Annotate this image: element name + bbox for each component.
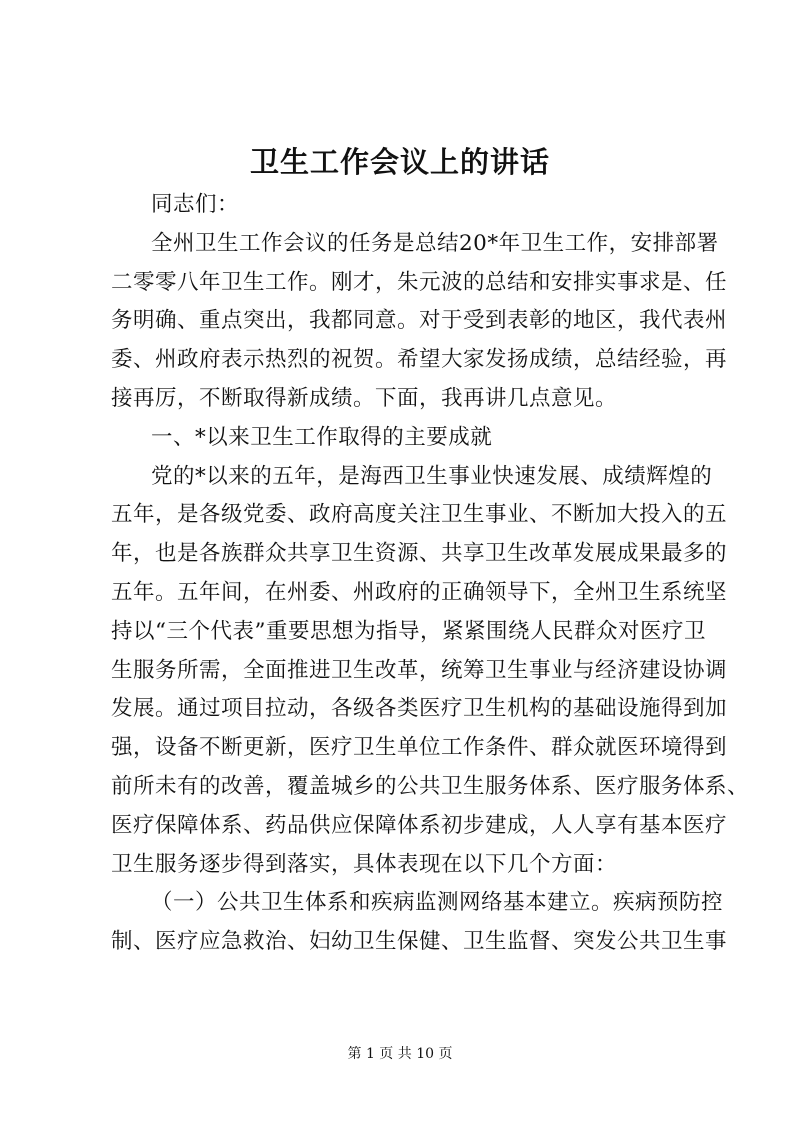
text-line: 制、医疗应急救治、妇幼卫生保健、卫生监督、突发公共卫生事 bbox=[111, 929, 728, 955]
text-line: 五年。五年间，在州委、州政府的正确领导下，全州卫生系统坚 bbox=[111, 579, 728, 605]
document-body bbox=[111, 186, 750, 962]
text-line: 强，设备不断更新，医疗卫生单位工作条件、群众就医环境得到 bbox=[111, 735, 728, 761]
text-line: 医疗保障体系、药品供应保障体系初步建成，人人享有基本医疗 bbox=[111, 812, 728, 838]
text-line: 委、州政府表示热烈的祝贺。希望大家发扬成绩，总结经验，再 bbox=[111, 347, 728, 373]
text-line: 同志们： bbox=[151, 192, 240, 217]
text-line: 持以“三个代表”重要思想为指导，紧紧围绕人民群众对医疗卫 bbox=[111, 618, 706, 644]
page-footer: 第 1 页 共 10 页 bbox=[347, 1046, 453, 1062]
document-title: 卫生工作会议上的讲话 bbox=[249, 145, 550, 179]
text-line: 五年，是各级党委、政府高度关注卫生事业、不断加大投入的五 bbox=[111, 502, 728, 528]
text-line: 生服务所需，全面推进卫生改革，统筹卫生事业与经济建设协调 bbox=[111, 657, 728, 683]
text-line: 二零零八年卫生工作。刚才，朱元波的总结和安排实事求是、任 bbox=[111, 269, 728, 295]
text-line: （一）公共卫生体系和疾病监测网络基本建立。疾病预防控 bbox=[151, 890, 724, 916]
text-line: 前所未有的改善，覆盖城乡的公共卫生服务体系、医疗服务体系、 bbox=[111, 773, 750, 799]
text-line: 一、*以来卫生工作取得的主要成就 bbox=[151, 424, 493, 450]
text-line: 全州卫生工作会议的任务是总结20*年卫生工作，安排部署 bbox=[151, 230, 719, 256]
text-line: 务明确、重点突出，我都同意。对于受到表彰的地区，我代表州 bbox=[111, 308, 728, 334]
text-line: 卫生服务逐步得到落实，具体表现在以下几个方面： bbox=[111, 851, 618, 877]
text-line: 年，也是各族群众共享卫生资源、共享卫生改革发展成果最多的 bbox=[111, 541, 728, 567]
text-line: 发展。通过项目拉动，各级各类医疗卫生机构的基础设施得到加 bbox=[111, 696, 728, 722]
text-line: 接再厉，不断取得新成绩。下面，我再讲几点意见。 bbox=[111, 385, 618, 411]
text-line: 党的*以来的五年，是海西卫生事业快速发展、成绩辉煌的 bbox=[151, 463, 713, 489]
